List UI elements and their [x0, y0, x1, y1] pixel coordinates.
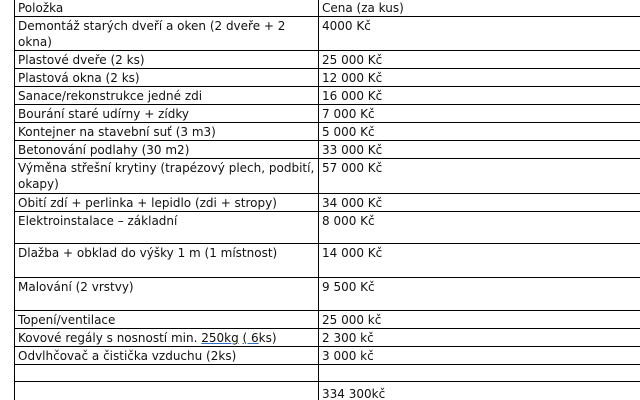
price-cell: 8 000 Kč [319, 212, 640, 244]
item-cell: Obití zdí + perlinka + lepidlo (zdi + stropy) [15, 194, 319, 212]
underlined-text: 250kg [201, 331, 239, 345]
table-row [15, 347, 640, 365]
price-cell: 3 000 kč [319, 347, 640, 365]
price-cell: 33 000 Kč [319, 141, 640, 159]
item-cell: Dlažba + obklad do výšky 1 m (1 místnost) [15, 244, 319, 278]
price-cell: 25 000 kč [319, 311, 640, 329]
item-cell: Topení/ventilace [15, 311, 319, 329]
table-header-row [15, 0, 640, 17]
item-cell: Demontáž starých dveří a oken (2 dveře + 2 okna) [15, 17, 319, 51]
table-row [15, 244, 640, 278]
price-cell: 34 000 Kč [319, 194, 640, 212]
header-price-cell: Cena (za kus) [319, 0, 640, 17]
table-row [15, 365, 640, 382]
item-cell: Malování (2 vrstvy) [15, 278, 319, 311]
item-cell: Plastová okna (2 ks) [15, 69, 319, 87]
table-row [15, 123, 640, 141]
price-cell: 16 000 Kč [319, 87, 640, 105]
table-row [15, 51, 640, 69]
price-cell: 2 300 kč [319, 329, 640, 347]
item-cell: Bourání staré udírny + zídky [15, 105, 319, 123]
item-cell: Elektroinstalace – základní [15, 212, 319, 244]
total-label-cell [15, 382, 319, 400]
table-row [15, 159, 640, 194]
price-cell: 9 500 Kč [319, 278, 640, 311]
item-text: Kovové regály s nosností min. [18, 331, 202, 345]
total-price-cell: 334 300kč [319, 382, 640, 400]
item-cell: Výměna střešní krytiny (trapézový plech, podbití, okapy) [15, 159, 319, 194]
table-row [15, 69, 640, 87]
table-row [15, 329, 640, 347]
price-cell: 4000 Kč [319, 17, 640, 51]
price-cell [319, 365, 640, 382]
total-row [15, 382, 640, 400]
price-table [14, 0, 640, 400]
table-row [15, 212, 640, 244]
price-cell: 14 000 Kč [319, 244, 640, 278]
table-row [15, 87, 640, 105]
item-cell [15, 365, 319, 382]
table-row [15, 105, 640, 123]
item-cell: Odvlhčovač a čistička vzduchu (2ks) [15, 347, 319, 365]
item-text: ks) [258, 331, 277, 345]
table-row [15, 278, 640, 311]
table-row [15, 194, 640, 212]
item-cell: Plastové dveře (2 ks) [15, 51, 319, 69]
price-cell: 7 000 Kč [319, 105, 640, 123]
underlined-text: ( 6 [242, 331, 259, 345]
item-cell: Kontejner na stavební suť (3 m3) [15, 123, 319, 141]
price-cell: 5 000 Kč [319, 123, 640, 141]
item-cell [15, 329, 319, 347]
item-cell: Sanace/rekonstrukce jedné zdi [15, 87, 319, 105]
item-cell: Betonování podlahy (30 m2) [15, 141, 319, 159]
table-row [15, 311, 640, 329]
price-cell: 25 000 Kč [319, 51, 640, 69]
price-cell: 12 000 Kč [319, 69, 640, 87]
table-row [15, 17, 640, 51]
table-row [15, 141, 640, 159]
header-item-cell: Položka [15, 0, 319, 17]
price-cell: 57 000 Kč [319, 159, 640, 194]
